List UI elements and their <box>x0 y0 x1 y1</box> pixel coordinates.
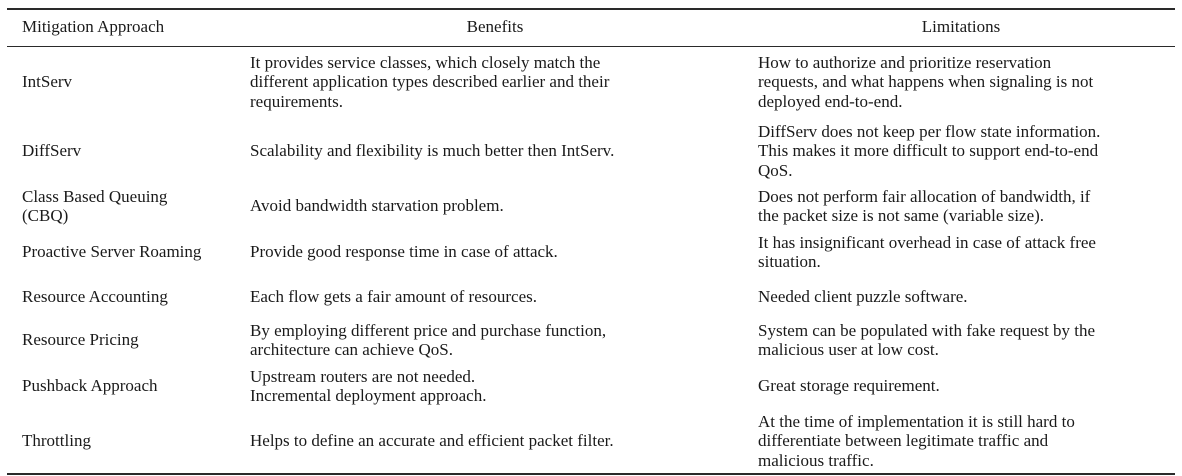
benefits-cell: By employing different price and purchase function, architecture can achieve QoS. <box>250 320 607 359</box>
benefits-cell: Avoid bandwidth starvation problem. <box>250 196 504 216</box>
limitations-cell: At the time of implementation it is still hard to differentiate between legitimate traffic and malicious traffic. <box>758 411 1075 470</box>
table-bottom-rule <box>7 473 1175 475</box>
header-benefits: Benefits <box>466 17 524 36</box>
limitations-cell: System can be populated with fake request by the malicious user at low cost. <box>758 320 1096 359</box>
benefits-cell: It provides service classes, which closely match the different application types described earlier and their requirements. <box>250 52 610 111</box>
approach-cell: Class Based Queuing (CBQ) <box>22 186 168 225</box>
table-top-rule <box>7 8 1175 10</box>
limitations-cell: Great storage requirement. <box>758 376 940 396</box>
benefits-cell: Scalability and flexibility is much better then IntServ. <box>250 141 615 161</box>
table-row <box>0 364 1182 408</box>
table-row <box>0 282 1182 312</box>
approach-cell: Resource Accounting <box>22 287 168 307</box>
benefits-cell: Helps to define an accurate and efficient packet filter. <box>250 431 614 451</box>
header-mitigation-approach: Mitigation Approach <box>22 17 165 36</box>
header-limitations: Limitations <box>921 17 1001 36</box>
table-row <box>0 119 1182 183</box>
approach-cell: IntServ <box>22 72 73 92</box>
limitations-cell: It has insignificant overhead in case of attack free situation. <box>758 232 1096 271</box>
approach-cell: Pushback Approach <box>22 376 158 396</box>
limitations-cell: Needed client puzzle software. <box>758 287 968 307</box>
table-row <box>0 318 1182 362</box>
approach-cell: Resource Pricing <box>22 330 139 350</box>
limitations-cell: DiffServ does not keep per flow state information. This makes it more difficult to support end-to-end QoS. <box>758 121 1101 180</box>
table-header-rule <box>7 46 1175 47</box>
table-row <box>0 184 1182 228</box>
table-row <box>0 230 1182 274</box>
approach-cell: DiffServ <box>22 141 82 161</box>
benefits-cell: Provide good response time in case of attack. <box>250 242 558 262</box>
benefits-cell: Upstream routers are not needed. Incremental deployment approach. <box>250 366 487 405</box>
limitations-cell: How to authorize and prioritize reservation requests, and what happens when signaling is not deployed end-to-end. <box>758 52 1094 111</box>
limitations-cell: Does not perform fair allocation of bandwidth, if the packet size is not same (variable size). <box>758 186 1091 225</box>
table-row <box>0 410 1182 472</box>
benefits-cell: Each flow gets a fair amount of resources. <box>250 287 537 307</box>
approach-cell: Throttling <box>22 431 91 451</box>
approach-cell: Proactive Server Roaming <box>22 242 202 262</box>
table-row <box>0 50 1182 114</box>
